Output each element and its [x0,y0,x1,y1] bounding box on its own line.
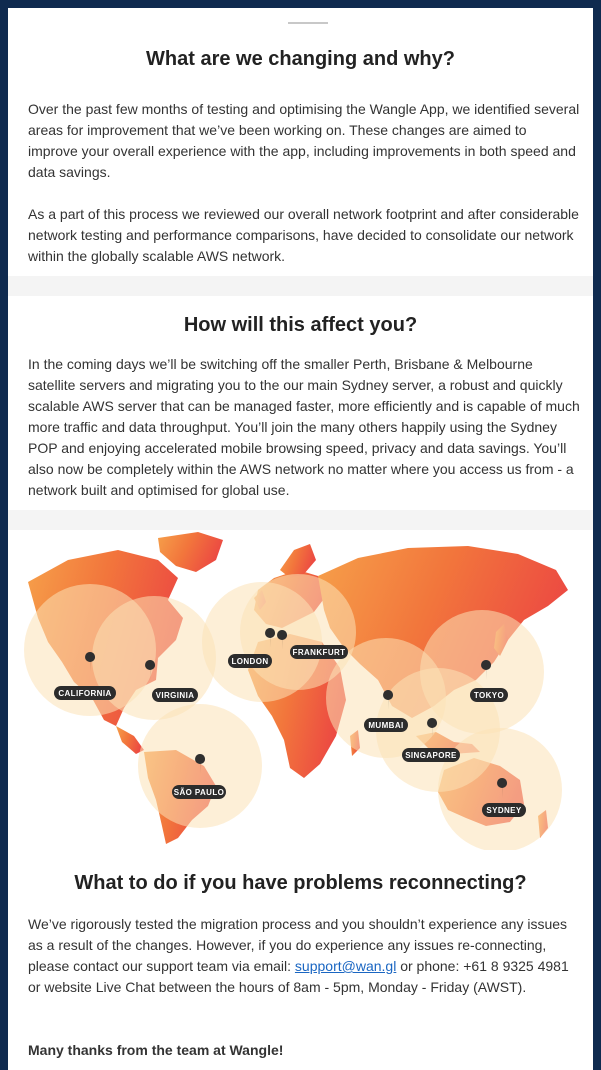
world-map [8,530,593,850]
svg-text:VIRGINIA: VIRGINIA [155,691,195,700]
top-divider [288,22,328,24]
svg-text:SÃO PAULO: SÃO PAULO [173,788,225,797]
email-body [8,8,593,1070]
label-california [54,686,116,700]
label-tokyo [470,688,508,702]
label-sao-paulo [172,785,226,799]
label-london [228,654,272,668]
label-singapore [402,748,460,762]
affect-paragraph: In the coming days we’ll be switching off the smaller Perth, Brisbane & Melbourne satellite servers and migrating you to the our main Sydney server, a robust and quickly scalable AWS server that can be managed faster, more efficiently and is capable of much more traffic and data throughput. You’ll join the many others happily using the Sydney POP and enjoying accelerated mobile browsing speed, privacy and data savings. You’ll also now be completely within the AWS network no matter where you access us from - a network built and optimised for global use. [28,356,580,498]
label-virginia [152,688,198,702]
svg-text:SINGAPORE: SINGAPORE [405,751,457,760]
svg-text:MUMBAI: MUMBAI [368,721,404,730]
changing-paragraph-1: Over the past few months of testing and optimising the Wangle App, we identified several areas for improvement that we’ve been working on. These changes are aimed to improve your overall experience with the app, including improvements in both speed and data savings. [28,101,580,180]
problems-text-before: We’ve rigorously tested the migration process and you shouldn’t experience any issues as a result of the changes. However, if you do experience any issues re-connecting, please contact our support team via email: [28,916,568,974]
sign-off: Many thanks from the team at Wangle! [28,1042,284,1058]
problems-paragraph [28,914,580,998]
svg-text:SYDNEY: SYDNEY [486,806,522,815]
heading-changing: What are we changing and why? [146,48,455,70]
svg-text:LONDON: LONDON [231,657,269,666]
heading-problems: What to do if you have problems reconnecting? [74,872,527,894]
support-email-link[interactable]: support@wan.gl [294,958,397,974]
section-separator [8,276,593,296]
section-separator [8,510,593,530]
heading-affect: How will this affect you? [183,314,418,336]
label-mumbai [364,718,408,732]
svg-text:CALIFORNIA: CALIFORNIA [58,689,112,698]
svg-text:FRANKFURT: FRANKFURT [292,648,346,657]
changing-paragraph-2: As a part of this process we reviewed our overall network footprint and after considerable network testing and performance comparisons, have decided to consolidate our network within the globally scalable AWS network. [28,206,579,264]
problems-text-after: or phone: +61 8 9325 4981 or website Live Chat between the hours of 8am - 5pm, Monday - Friday (AWST). [28,958,569,995]
svg-text:TOKYO: TOKYO [473,691,505,700]
label-frankfurt [290,645,348,659]
label-sydney [482,803,526,817]
